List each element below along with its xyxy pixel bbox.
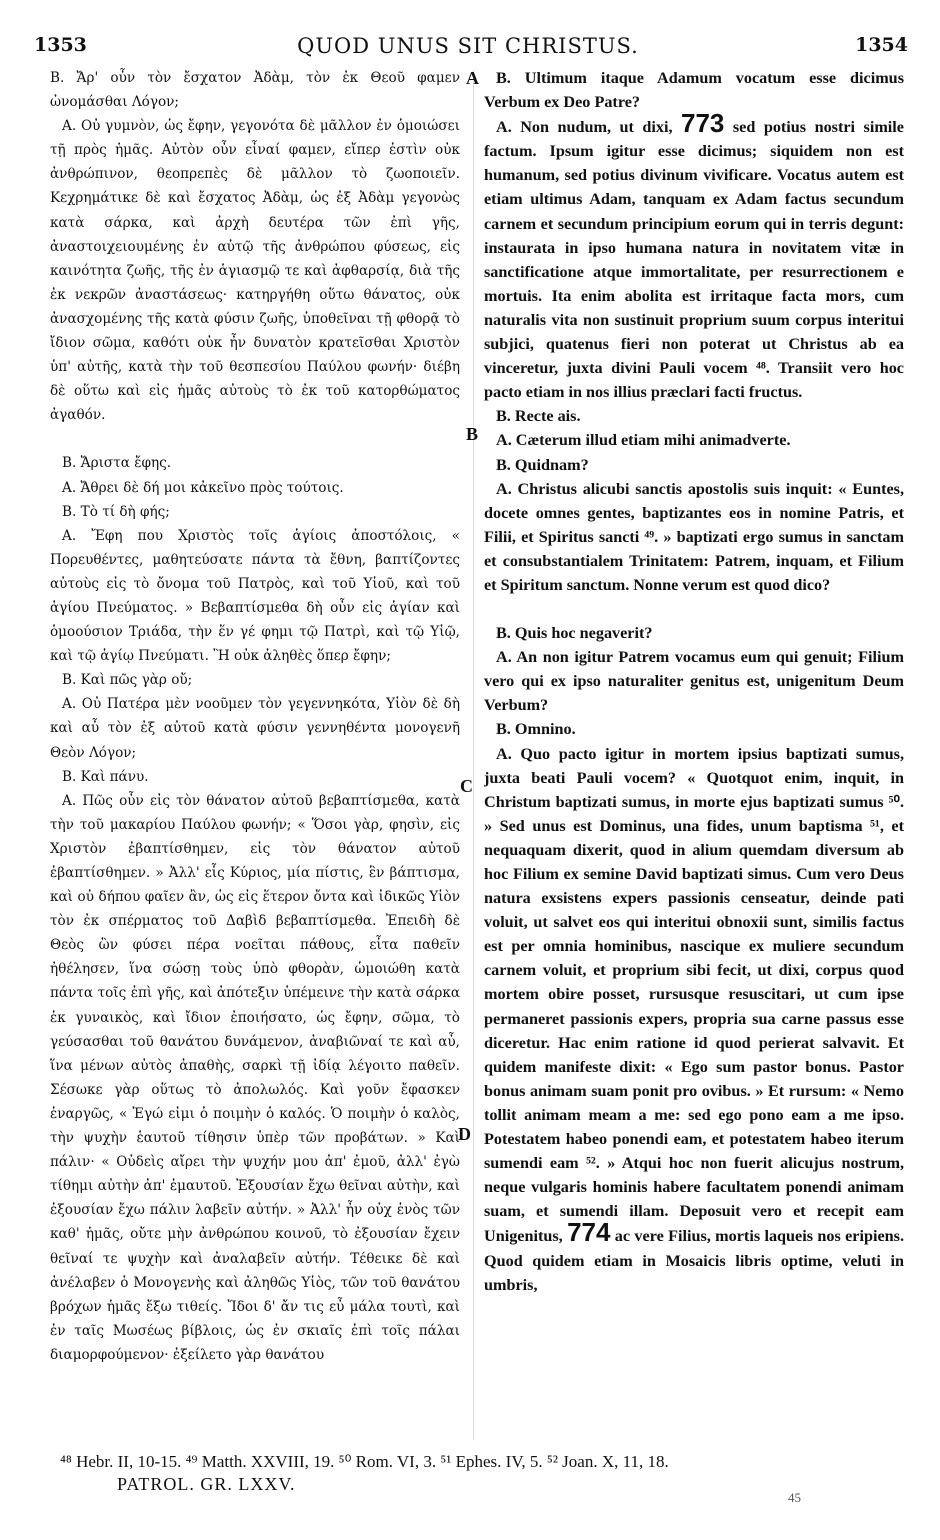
margin-letter-b: B	[466, 424, 479, 444]
margin-letter-c: C	[460, 776, 473, 796]
latin-paragraph: B. Quis hoc negaverit?	[496, 624, 653, 643]
page-number-right: 1354	[855, 34, 908, 56]
column-marker: 774	[567, 1217, 611, 1248]
greek-paragraph: B. Ἄριστα ἔφης.	[62, 455, 172, 472]
margin-letter-a: A	[466, 68, 479, 88]
latin-paragraph: B. Recte ais.	[496, 407, 581, 426]
greek-paragraph: B. Ἄρ' οὖν τὸν ἔσχατον Ἀδὰμ, τὸν ἐκ Θεοῦ φαμεν ὠνομάσθαι Λόγον;	[50, 70, 460, 111]
latin-paragraph	[484, 742, 904, 1297]
greek-paragraph: A. Πῶς οὖν εἰς τὸν θάνατον αὐτοῦ βεβαπτίσμεθα, κατὰ τὴν τοῦ μακαρίου Παύλου φωνήν; « Ὅσοι γὰρ, φησὶν, εἰς Χριστὸν ἐβαπτίσθημεν, εἰς τὸν θάνατον αὐτοῦ ἐβαπτίσθημεν. » Ἀλλ' εἷς Κύριος, μία πίστις, ἓν βάπτισμα, καὶ οὐ δήπου φαῖεν ἂν, ὡς εἰς ἕτερον ὄντα καὶ ἰδικῶς Υἱὸν τὸν ἐκ σπέρματος τοῦ Δαβὶδ βεβαπτίσμεθα. Ἐπειδὴ δὲ Θεὸς ὢν φύσει πέρα νοεῖται πάθους, εἶτα παθεῖν ἠθέλησεν, ἵνα σώσῃ τοὺς ὑπὸ φθορὰν, ὡμοιώθη κατὰ πάντα τοῖς ἐπὶ γῆς, καὶ ἀπότεξιν ὑπέμεινε τὴν κατὰ σάρκα ἐκ γυναικὸς, καὶ ἴδιον ἐποιήσατο, ὡς ἔφην, σῶμα, τὸ γεύσασθαι τοῦ θανάτου δυνάμενον, ἀναβιῶναί τε καὶ αὖ, ἵνα μένων αὐτὸς ἀπαθὴς, σαρκὶ τῇ ἰδίᾳ λέγοιτο παθεῖν. Σέσωκε γὰρ οὕτως τὸ ἀπολωλός. Καὶ γοῦν ἔφασκεν ἐναργῶς, « Ἐγώ εἰμι ὁ ποιμὴν ὁ καλός. Ὁ ποιμὴν ὁ καλὸς, τὴν ψυχὴν ἑαυτοῦ τίθησιν ὑπὲρ τῶν προβάτων. » Καὶ πάλιν· « Οὐδεὶς αἴρει τὴν ψυχήν μου ἀπ' ἐμοῦ, ἀλλ' ἐγὼ τίθημι αὐτὴν ἀπ' ἐμαυτοῦ. Ἐξουσίαν ἔχω θεῖναι αὐτὴν, καὶ ἐξουσίαν ἔχω πάλιν λαβεῖν αὐτήν. » Ἀλλ' ἦν οὐχ ἑνὸς τῶν καθ' ἡμᾶς, οὔτε μὴν ἀνθρώπου κοινοῦ, τὸ ἐξουσίαν ἔχειν θεῖναί τε ψυχὴν καὶ ἀναλαβεῖν αὐτήν. Τέθεικε δὲ καὶ ἀνέλαβεν ὁ Μονογενὴς καὶ ἀληθῶς Υἱὸς, τῶν τοῦ θανάτου βρόχων ἡμᾶς ἔξω τιθείς. Ἴδοι δ' ἄν τις εὖ μάλα τουτὶ, καὶ ἐν ταῖς Μωσέως βίβλοις, ὡς ἐν σκιαῖς ἐπὶ τοῖς πάλαι διαμορφούμενον· ἐξείλετο γὰρ θανάτου	[50, 792, 460, 1363]
latin-paragraph: B. Quidnam?	[496, 455, 589, 474]
page-header	[28, 34, 908, 64]
latin-paragraph: A. An non igitur Patrem vocamus eum qui genuit; Filium vero qui ex ipso naturaliter genitus est, unigenitum Deum Verbum?	[484, 648, 904, 715]
page-number-left: 1353	[34, 34, 87, 56]
latin-paragraph: A. Cæterum illud etiam mihi animadverte.	[496, 431, 791, 450]
greek-paragraph: B. Τὸ τί δὴ φής;	[62, 503, 170, 520]
signature-line: PATROL. GR. LXXV.	[117, 1474, 296, 1494]
latin-text: A. Quo pacto igitur in mortem ipsius baptizati sumus, juxta beati Pauli vocem? « Quotquot enim, inquit, in Christum baptizati sumus, in morte ejus baptizati sumus ⁵⁰. » Sed unus est Dominus, una fides, unum baptisma ⁵¹, et nequaquam dixerit, quod in alium quemdam diversum ab hoc Filium ex semine David baptizati simus. Cum vero Deus natura exsistens expers passionis censeatur, deinde pati voluit, ut salvet eos qui interitui obnoxii sunt, similis factus est per omnia hominibus, nascique ex muliere secundum carnem voluit, et proprium sibi fecit, ut dixi, corpus quod mortem obire posset, rursusque resuscitari, ut cum ipse permaneret passionis expers, propria sua carne passus esse diceretur. Hac enim ratione id quod perierat salvavit. Et quidem manifeste dixit: « Ego sum pastor bonus. Pastor bonus animam suam ponit pro ovibus. » Et rursum: « Nemo tollit animam meam a me: sed ego pono eam a me ipso. Potestatem habeo ponendi eam, et potestatem habeo iterum sumendi eam ⁵². » Atqui hoc non fuerit alicujus nostrum, neque vulgaris hominis habere facultatem ponendi animam suam, et sumendi illam. Deposuit vero et recepit eam Unigenitus,	[484, 744, 904, 1246]
greek-paragraph: A. Ἄθρει δὲ δή μοι κἀκεῖνο πρὸς τούτοις.	[62, 479, 344, 496]
latin-paragraph	[484, 108, 904, 404]
latin-paragraph: B. Ultimum itaque Adamum vocatum esse dicimus Verbum ex Deo Patre?	[484, 69, 904, 112]
running-title: QUOD UNUS SIT CHRISTUS.	[297, 34, 639, 58]
margin-letter-d: D	[458, 1124, 471, 1144]
greek-paragraph: B. Καὶ πῶς γὰρ οὔ;	[62, 672, 193, 689]
greek-paragraph: B. Καὶ πάνυ.	[62, 768, 149, 785]
latin-paragraph: B. Omnino.	[496, 720, 576, 739]
greek-column	[50, 66, 460, 1367]
pencil-note: 45	[788, 1490, 801, 1505]
latin-text: sed potius nostri simile factum. Ipsum igitur esse dicimus; siquidem non est humanum, sed potius divinum vivificare. Vocatus autem est etiam ultimus Adam, tanquam ex Adam factus secundum carnem et secundum principium eorum qui in terris degunt: instaurata in ipso humana natura in novitatem vitæ in sanctificatione atque immortalitate, per resurrectionem e mortuis. Ita enim abolita est irritaque facta mors, cum naturalis vita non sustinuit proprium suum corpus interitui subjici, quatenus fieri non poterat ut Christus ab ea vinceretur, juxta divini Pauli vocem ⁴⁸. Transiit vero hoc pacto etiam in nos illius præclari facti fructus.	[484, 118, 904, 402]
latin-text: A. Non nudum, ut dixi,	[496, 118, 673, 137]
footnotes: ⁴⁸ Hebr. II, 10-15. ⁴⁹ Matth. XXVIII, 19. ⁵⁰ Rom. VI, 3. ⁵¹ Ephes. IV, 5. ⁵² Joan. X, 11, 18.	[60, 1452, 669, 1471]
latin-column	[484, 66, 904, 1297]
greek-paragraph: A. Οὐ Πατέρα μὲν νοοῦμεν τὸν γεγεννηκότα, Υἱὸν δὲ δὴ καὶ αὖ τὸν ἐξ αὐτοῦ κατὰ φύσιν γεννηθέντα μονογενῆ Θεὸν Λόγον;	[50, 696, 460, 761]
greek-paragraph: A. Οὐ γυμνὸν, ὡς ἔφην, γεγονότα δὲ μᾶλλον ἐν ὁμοιώσει τῇ πρὸς ἡμᾶς. Αὐτὸν οὖν εἶναί φαμεν, εἴπερ ἐστὶν οὐκ ἀνθρώπινον, θεοπρεπὲς δὲ μᾶλλον τὸ ζωοποιεῖν. Κεχρημάτικε δὲ καὶ ἔσχατος Ἀδὰμ, ὡς ἐξ Ἀδὰμ γεγονὼς κατὰ σάρκα, καὶ ἀρχὴ δευτέρα τῶν ἐπὶ γῆς, ἀναστοιχειουμένης ἐν αὐτῷ τῆς ἀνθρώπου φύσεως, εἰς καινότητα ζωῆς, τῆς ἐν ἁγιασμῷ τε καὶ ἀφθαρσίᾳ, διὰ τῆς ἐκ νεκρῶν ἀναστάσεως· κατηργήθη οὕτω θάνατος, οὐκ ἀνασχομένης τῆς κατὰ φύσιν ζωῆς, ὑποθεῖναι τῇ φθορᾷ τὸ ἴδιον σῶμα, καθότι οὐκ ἦν δυνατὸν κρατεῖσθαι Χριστὸν ὑπ' αὐτῆς, κατὰ τὴν τοῦ θεσπεσίου Παύλου φωνήν· διέβη δὲ οὕτω καὶ εἰς ἡμᾶς αὐτοὺς τὸ ἐκ τοῦ κατορθώματος ἀγαθόν.	[50, 118, 460, 424]
latin-text: ac vere Filius, mortis laqueis nos eripiens. Quod quidem etiam in Mosaicis libris optime, veluti in umbris,	[484, 1227, 904, 1294]
greek-paragraph: A. Ἔφη που Χριστὸς τοῖς ἁγίοις ἀποστόλοις, « Πορευθέντες, μαθητεύσατε πάντα τὰ ἔθνη, βαπτίζοντες αὐτοὺς εἰς τὸ ὄνομα τοῦ Πατρὸς, καὶ τοῦ Υἱοῦ, καὶ τοῦ ἁγίου Πνεύματος. » Βεβαπτίσμεθα δὴ οὖν εἰς ἁγίαν καὶ ὁμοούσιον Τριάδα, τὴν ἕν γέ φημι τῷ Πατρὶ, καὶ τῷ Υἱῷ, καὶ τῷ ἁγίῳ Πνεύματι. Ἢ οὐκ ἀληθὲς ὅπερ ἔφην;	[50, 527, 460, 665]
latin-paragraph: A. Christus alicubi sanctis apostolis suis inquit: « Euntes, docete omnes gentes, baptizantes eos in nomine Patris, et Filii, et Spiritus sancti ⁴⁹. » baptizati ergo sumus in sanctam et consubstantialem Trinitatem: Patrem, inquam, et Filium et Spiritum sanctum. Nonne verum est quod dico?	[484, 479, 904, 594]
column-marker: 773	[680, 108, 725, 139]
column-divider	[473, 70, 474, 1440]
